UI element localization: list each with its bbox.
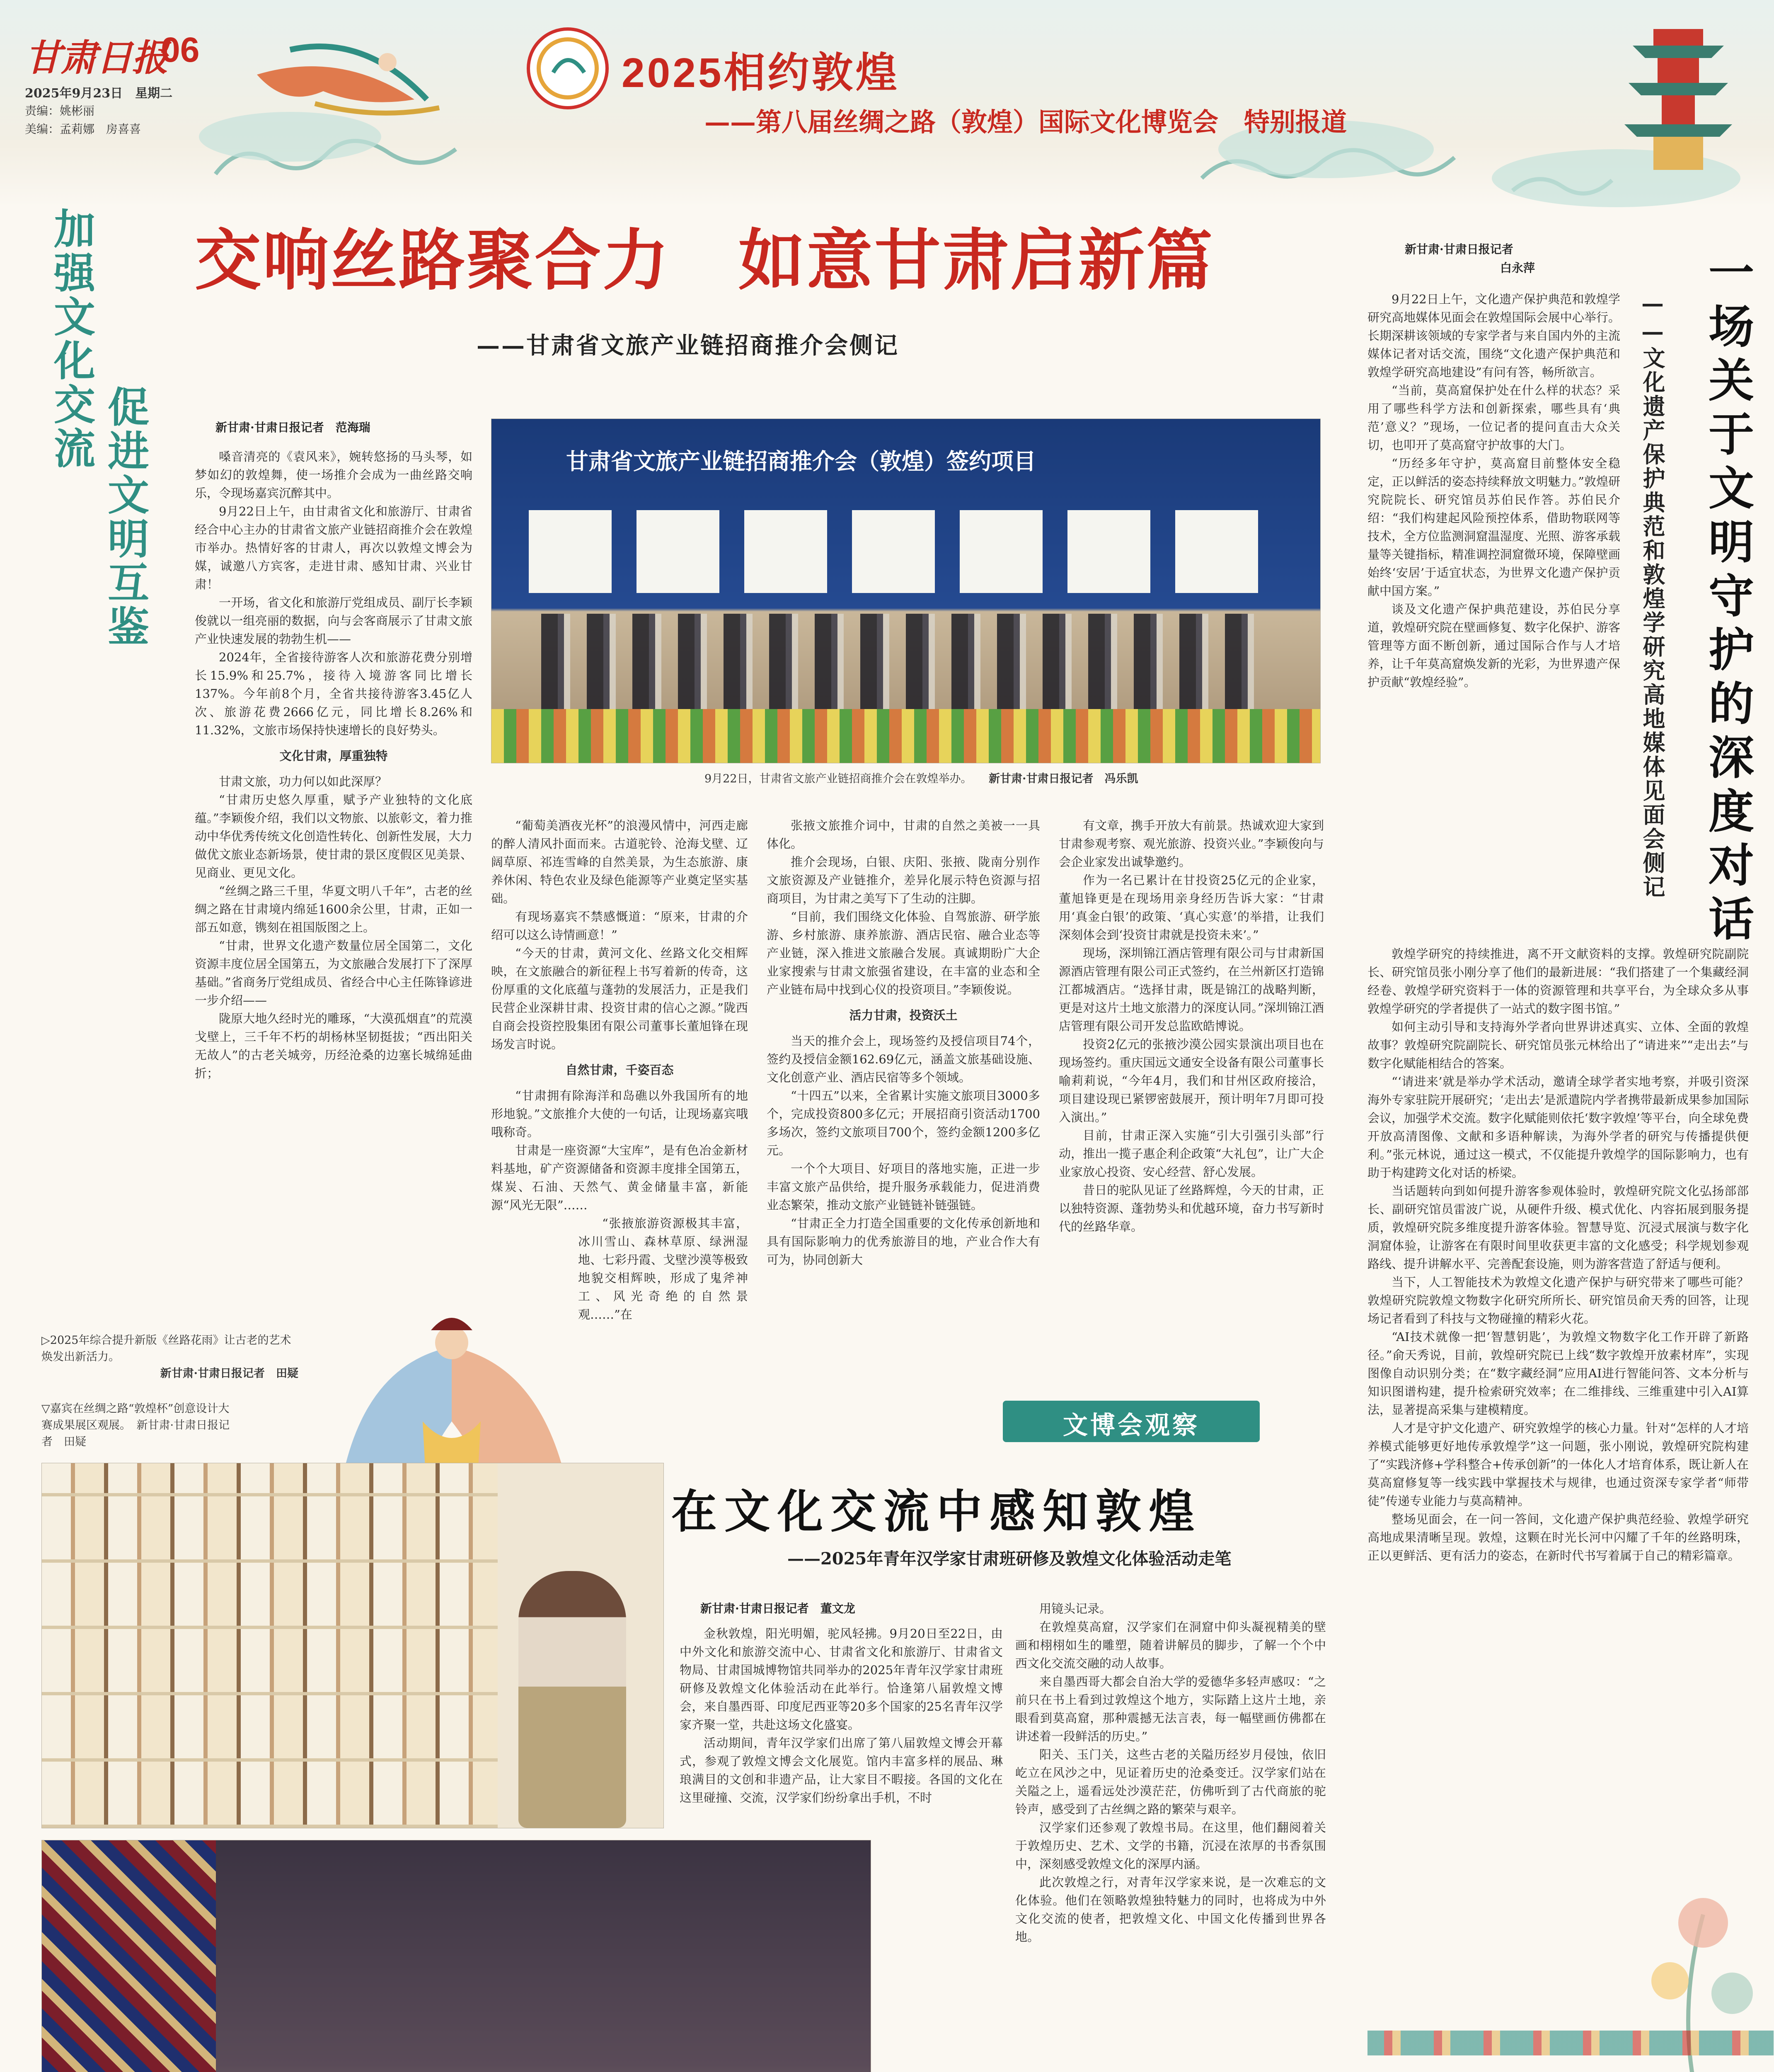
bookstore-caption: ▽嘉宾在丝绸之路“敦煌杯”创意设计大赛成果展区观展。 新甘肃·甘肃日报记者 田疑 — [41, 1402, 230, 1448]
slogan-right: 促进文明互鉴 — [101, 385, 150, 649]
paragraph: “历经多年守护，莫高窟目前整体安全稳定，正以鲜活的姿态持续释放文明魅力。”敦煌研究院院长、研究馆员苏伯民作答。苏伯民介绍：“我们构建起风险预控体系，借助物联网等技术，全方位监测洞窟温湿度、光照、游客承载量等关键指标，精准调控洞窟微环境，保障壁画始终‘安居’于适宜状态，为世界文化遗产保护贡献中国方案。” — [1367, 456, 1620, 598]
paragraph: “丝绸之路三千里，华夏文明八千年”，古老的丝绸之路在甘肃境内绵延1600余公里，甘肃，正如一部五如意，镌刻在祖国版图之上。 — [195, 884, 472, 934]
article1-byline: 新甘肃·甘肃日报记者 范海瑞 — [215, 421, 370, 434]
caption-text: 9月22日，甘肃省文旅产业链招商推介会在敦煌举办。 — [704, 772, 967, 785]
article1-column-4 — [1059, 816, 1324, 1368]
caption-text: ▷2025年综合提升新版《丝路花雨》让古老的艺术焕发出新活力。 — [41, 1334, 291, 1363]
carpet-market-photo — [41, 1840, 871, 2072]
paragraph: 目前，甘肃正深入实施“引大引强引头部”行动，推出一揽子惠企利企政策“大礼包”，让广大企业家放心投资、安心经营、舒心发展。 — [1059, 1128, 1324, 1179]
visitor-figure — [518, 1571, 626, 1828]
article3-headline: 一场关于文明守护的深度对话 — [1701, 249, 1754, 949]
caption-credit: 新甘肃·甘肃日报记者 田疑 — [160, 1367, 298, 1380]
paragraph: 此次敦煌之行，对青年汉学家来说，是一次难忘的文化体验。他们在领略敦煌独特魅力的同时，也将成为中外文化交流的使者，把敦煌文化、中国文化传播到世界各地。 — [1015, 1875, 1326, 1944]
paragraph: 作为一名已累计在甘投资25亿元的企业家，董旭锋更是在现场用亲身经历告诉大家：“甘肃用‘真金白银’的政策、‘真心实意’的举措，让我们深刻体会到‘投资甘肃就是投资未来’。” — [1059, 873, 1324, 942]
paragraph: 现场，深圳锦江酒店管理有限公司与甘肃新国源酒店管理有限公司正式签约，在兰州新区打造锦江都城酒店。“选择甘肃，既是锦江的战略判断，更是对这片土地文旅潜力的深度认同。”深圳锦江酒店管理有限公司开发总监欧皓博说。 — [1059, 946, 1324, 1033]
paper-logo: 甘肃日报 — [25, 36, 168, 79]
bookstore-photo — [41, 1463, 664, 1828]
article1-headline: 交响丝路聚合力 如意甘肃启新篇 — [195, 222, 1215, 299]
paragraph: 有现场嘉宾不禁感慨道：“原来，甘肃的介绍可以这么诗情画意！” — [491, 910, 748, 942]
paragraph: 整场见面会，在一问一答间，文化遗产保护典范经验、敦煌学研究高地成果清晰呈现。敦煌，这颗在时光长河中闪耀了千年的丝路明珠，正以更鲜活、更有活力的姿态，在新时代书写着属于自己的精彩篇章。 — [1367, 1512, 1749, 1563]
bookshelf — [42, 1463, 498, 1828]
paragraph: 甘肃文旅，功力何以如此深厚？ — [219, 775, 387, 789]
section-subhead: 活力甘肃，投资沃土 — [849, 1008, 958, 1022]
screen-title: 甘肃省文旅产业链招商推介会（敦煌）签约项目 — [566, 448, 1036, 474]
header-banner — [0, 0, 1774, 207]
paragraph: 当天的推介会上，现场签约及授信项目74个，签约及授信金额162.69亿元，涵盖文旅基础设施、文化创意产业、酒店民宿等多个领域。 — [767, 1034, 1040, 1084]
paragraph: “十四五”以来，全省累计实施文旅项目3000多个，完成投资800多亿元；开展招商引资活动1700多场次，签约文旅项目700个，签约金额1200多亿元。 — [767, 1089, 1040, 1157]
paragraph: 一个个大项目、好项目的落地实施，正进一步丰富文旅产品供给，提升服务承载能力，促进消费业态繁荣，推动文旅产业链链补链强链。 — [767, 1162, 1040, 1212]
paragraph: “甘肃正全力打造全国重要的文化传承创新地和具有国际影响力的优秀旅游目的地，产业合作大有可为，协同创新大 — [767, 1216, 1040, 1267]
page-number: 06 — [161, 30, 200, 69]
article2-headline: 在文化交流中感知敦煌 — [671, 1485, 1202, 1538]
editor-credit: 责编：姚彬丽 — [25, 104, 95, 118]
article3-subheadline: ——文化遗产保护典范和敦煌学研究高地媒体见面会侧记 — [1639, 290, 1666, 899]
paragraph: 谈及文化遗产保护典范建设，苏伯民分享道，敦煌研究院在壁画修复、数字化保护、游客管理等方面不断创新，通过国际合作与人才培养，让千年莫高窟焕发新的光彩，为世界遗产保护贡献“敦煌经验”。 — [1367, 602, 1620, 689]
column-badge — [1003, 1401, 1260, 1442]
paragraph: 甘肃是一座资源“大宝库”，是有色冶金新材料基地，矿产资源储备和资源丰度排全国第五，煤炭、石油、天然气、黄金储量丰富，新能源“风光无限”…… — [491, 1143, 748, 1212]
article2-byline: 新甘肃·甘肃日报记者 董文龙 — [700, 1602, 855, 1615]
signing-ceremony-photo — [491, 419, 1321, 763]
paragraph: 敦煌学研究的持续推进，离不开文献资料的支撑。敦煌研究院副院长、研究馆员张小刚分享了他们的最新进展：“我们搭建了一个集藏经洞经卷、敦煌学研究资料于一体的资源管理和共享平台，为全球众多从事敦煌学研究的学者提供了一站式的数字图书馆。” — [1367, 947, 1749, 1016]
section-subhead: 自然甘肃，千姿百态 — [565, 1063, 674, 1077]
weekday-text: 星期二 — [135, 86, 173, 101]
paragraph: 当下，人工智能技术为敦煌文化遗产保护与研究带来了哪些可能？敦煌研究院敦煌文物数字化研究所所长、研究馆员俞天秀的回答，让现场记者看到了科技与文物碰撞的精彩火花。 — [1367, 1275, 1749, 1326]
paragraph: 金秋敦煌，阳光明媚，驼风轻拂。9月20日至22日，由中外文化和旅游交流中心、甘肃省文化和旅游厅、甘肃省文物局、甘肃国城博物馆共同举办的2025年青年汉学家甘肃班研修及敦煌文化体验活动在此举行。恰逢第八届敦煌文博会，来自墨西哥、印度尼西亚等20多个国家的25名青年汉学家齐聚一堂，共赴这场文化盛宴。 — [680, 1627, 1003, 1732]
article3-byline: 新甘肃·甘肃日报记者 — [1405, 242, 1513, 256]
caption-credit: 新甘肃·甘肃日报记者 冯乐凯 — [989, 772, 1138, 785]
signing-photo-caption — [704, 771, 1318, 787]
paragraph: 阳关、玉门关，这些古老的关隘历经岁月侵蚀，依旧屹立在风沙之中，见证着历史的沧桑变迁。汉学家们站在关隘之上，遥看远处沙漠茫茫，仿佛听到了古代商旅的驼铃声，感受到了古丝绸之路的繁荣与艰辛。 — [1015, 1748, 1326, 1816]
bottom-ornament-strip — [1367, 2031, 1774, 2055]
article1-column-3 — [767, 816, 1040, 1368]
paragraph: “张掖旅游资源极其丰富，冰川雪山、森林草原、绿洲湿地、七彩丹霞、戈壁沙漠等极致地貌交相辉映，形成了鬼斧神工、风光奇绝的自然景观……”在 — [578, 1216, 748, 1322]
issue-date — [25, 83, 172, 101]
paragraph: 有文章，携手开放大有前景。热诚欢迎大家到甘肃参观考察、观光旅游、投资兴业。”李颖俊向与会企业家发出诚挚邀约。 — [1059, 818, 1324, 869]
article2-subheadline: ——2025年青年汉学家甘肃班研修及敦煌文化体验活动走笔 — [787, 1549, 1232, 1569]
paragraph: 张掖文旅推介词中，甘肃的自然之美被一一具体化。 — [767, 818, 1040, 851]
article3-byline-name: 白永萍 — [1500, 261, 1535, 275]
hanging-carpets — [42, 1840, 216, 2072]
pagoda-icon — [1624, 29, 1732, 170]
paragraph: “葡萄美酒夜光杯”的浪漫风情中，河西走廊的醉人清风扑面而来。古道驼铃、沧海戈壁、辽阔草原、祁连雪峰的自然美景，为生态旅游、康养休闲、特色农业及绿色能源等产业奠定坚实基础。 — [491, 818, 748, 905]
paragraph: 2024年，全省接待游客人次和旅游花费分别增长15.9%和25.7%，接待入境游客同比增长137%。今年前8个月，全省共接待游客3.45亿人次、旅游花费2666亿元，同比增长8.26%和11.32%，文旅市场保持快速增长的良好势头。 — [195, 650, 472, 737]
slogan-left: 加强文化交流 — [47, 207, 96, 471]
paragraph: “目前，我们围绕文化体验、自驾旅游、研学旅游、乡村旅游、康养旅游、酒店民宿、融合业态等产业链，深入推进文旅融合发展。真诚期盼广大企业家搜索与甘肃文旅强省建设，在丰富的业态和全产业链布局中找到心仪的投资项目。”李颖俊说。 — [767, 910, 1040, 997]
flower-row — [491, 709, 1320, 763]
paragraph: 推介会现场，白银、庆阳、张掖、陇南分别作文旅资源及产业链推介，差异化展示特色资源与招商项目，为甘肃之美写下了生动的注脚。 — [767, 855, 1040, 905]
paragraph: 昔日的驼队见证了丝路辉煌，今天的甘肃，正以独特资源、蓬勃势头和优越环境，奋力书写新时代的丝路华章。 — [1059, 1183, 1324, 1234]
paragraph: “甘肃历史悠久厚重，赋予产业独特的文化底蕴。”李颖俊介绍，我们以文物旅、以旅彰文，着力推动中华优秀传统文化创造性转化、创新性发展，大力做优文旅业态新场景，使甘肃的景区度假区见美景、见商业、更见文化。 — [195, 793, 472, 880]
paragraph: “当前，莫高窟保护处在什么样的状态？采用了哪些科学方法和创新探索，哪些具有‘典范’意义？”现场，一位记者的提问直击大众关切，也叩开了莫高窟守护故事的大门。 — [1367, 383, 1620, 452]
paragraph: 当话题转向到如何提升游客参观体验时，敦煌研究院文化弘扬部部长、副研究馆员雷波广说，从硬件升级、模式优化、内容拓展到服务提质，敦煌研究院多维度提升游客体验。智慧导览、沉浸式展演与数字化洞窟体验，让游客在有限时间里收获更丰富的文化感受；科学规划参观路线、提升讲解水平、完善配套设施，则为游客营造了舒适与便利。 — [1367, 1184, 1749, 1271]
section-subhead: 文化甘肃，厚重独特 — [279, 749, 388, 763]
paragraph: 9月22日上午，文化遗产保护典范和敦煌学研究高地媒体见面会在敦煌国际会展中心举行。长期深耕该领域的专家学者与来自国内外的主流媒体记者对话交流，围绕“文化遗产保护典范和敦煌学研究高地建设”有问有答，畅所欲言。 — [1367, 292, 1620, 379]
paragraph: 如何主动引导和支持海外学者向世界讲述真实、立体、全面的敦煌故事？敦煌研究院副院长、研究馆员张元林给出了“请进来”“走出去”与数字化赋能相结合的答案。 — [1367, 1020, 1749, 1070]
paragraph: 人才是守护文化遗产、研究敦煌学的核心力量。针对“怎样的人才培养模式能够更好地传承敦煌学”这一问题，张小刚说，敦煌研究院构建了“实践济修+学科整合+传承创新”的一体化人才培育体系，既让新人在莫高窟修复等一线实践中掌握技术与规律，也通过资深专家学者“师带徒”传递专业能力与莫高精神。 — [1367, 1421, 1749, 1508]
paragraph: 9月22日上午，由甘肃省文化和旅游厅、甘肃省经合中心主办的甘肃省文旅产业链招商推介会在敦煌市举办。热情好客的甘肃人，再次以敦煌文博会为媒，诚邀八方宾客，走进甘肃、感知甘肃、兴业甘肃！ — [195, 504, 472, 591]
stage-people — [541, 614, 1271, 709]
paragraph: 嗓音清亮的《袁风来》，婉转悠扬的马头琴，如梦如幻的敦煌舞，使一场推介会成为一曲丝路交响乐，令现场嘉宾沉醉其中。 — [195, 450, 472, 500]
article1-column-1 — [195, 448, 472, 1297]
paragraph: 来自墨西哥大都会自治大学的爱德华多轻声感叹：“之前只在书上看到过敦煌这个地方，实际踏上这片土地，亲眼看到莫高窟，那种震撼无法言表，每一幅壁画仿佛都在讲述着一段鲜活的历史。” — [1015, 1675, 1326, 1743]
paragraph: 汉学家们还参观了敦煌书局。在这里，他们翻阅着关于敦煌历史、艺术、文学的书籍，沉浸在浓厚的书香氛围中，深刻感受敦煌文化的深厚内涵。 — [1015, 1820, 1326, 1871]
banner-title: 2025相约敦煌 — [622, 50, 900, 96]
paragraph: 一开场，省文化和旅游厅党组成员、副厅长李颖俊就以一组亮丽的数据，向与会客商展示了甘肃文旅产业快速发展的勃勃生机—— — [195, 595, 472, 646]
banner-subtitle: ——第八届丝绸之路（敦煌）国际文化博览会 特别报道 — [704, 107, 1347, 137]
apsara-figure-icon — [257, 46, 439, 113]
paragraph: “甘肃拥有除海洋和岛礁以外我国所有的地形地貌。”文旅推介大使的一句话，让现场嘉宾哦哦称奇。 — [491, 1089, 748, 1139]
signing-boards — [529, 498, 1283, 605]
paragraph: “AI技术就像一把‘智慧钥匙’，为敦煌文物数字化工作开辟了新路径。”俞天秀说，目前，敦煌研究院已上线“数字敦煌开放素材库”，实现图像自动识别分类；在“数字藏经洞”应用AI进行智能问答、文本分析与知识图谱构建，提升检索研究效率；在二维排线、三维重建中引入AI算法，显著提高采集与建模精度。 — [1367, 1330, 1749, 1417]
date-text: 2025年9月23日 — [25, 86, 123, 101]
paragraph: 在敦煌莫高窟，汉学家们在洞窟中仰头凝视精美的壁画和栩栩如生的雕塑，随着讲解员的脚步，了解一个个中西文化交流交融的动人故事。 — [1015, 1620, 1326, 1670]
paragraph: 陇原大地久经时光的雕琢，“大漠孤烟直”的荒漠戈壁上，三千年不朽的胡杨林坚韧挺拔；“西出阳关无故人”的古老关城旁，历经沧桑的边塞长城绵延曲折； — [195, 1012, 472, 1080]
badge-text: 文博会观察 — [1063, 1411, 1200, 1440]
paragraph: 活动期间，青年汉学家们出席了第八届敦煌文博会开幕式，参观了敦煌文博会文化展览。馆内丰富多样的展品、琳琅满目的文创和非遗产品，让大家目不暇接。各国的文化在这里碰撞、交流，汉学家们纷纷拿出手机，不时 — [680, 1736, 1003, 1805]
paragraph: “甘肃，世界文化遗产数量位居全国第二，文化资源丰度位居全国第五，为文旅融合发展打下了深厚基础。”省商务厅党组成员、省经合中心主任陈锋谚进一步介绍—— — [195, 939, 472, 1007]
paragraph: 用镜头记录。 — [1039, 1602, 1112, 1616]
article3-body-top — [1367, 290, 1620, 941]
paragraph: 投资2亿元的张掖沙漠公园实景演出项目也在现场签约。重庆国远文通安全设备有限公司董事长喻莉莉说，“今年4月，我们和甘州区政府接洽，项目建设现已紧锣密鼓展开，预计明年7月即可投入演出。” — [1059, 1037, 1324, 1124]
paragraph: “今天的甘肃，黄河文化、丝路文化交相辉映，在文旅融合的新征程上书写着新的传奇，这份厚重的文化底蕴与蓬勃的发展活力，正是我们民营企业深耕甘肃、投资甘肃的信心之源。”陇西自商会投资控股集团有限公司董事长董旭锋在现场发言时说。 — [491, 946, 748, 1051]
paragraph: “‘请进来’就是举办学术活动，邀请全球学者实地考察，并吸引资深海外专家驻院开展研究；‘走出去’是派遣院内学者携带最新成果参加国际会议，加强学术交流。数字化赋能则依托‘数字敦煌’等平台，向全球免费开放高清图像、文献和多语种解读，为海外学者的研究与传播提供便利。”张元林说，通过这一模式，不仅能提升敦煌学的国际影响力，也有助于构建跨文化对话的桥梁。 — [1367, 1075, 1749, 1180]
designer-credit: 美编：孟莉娜 房喜喜 — [25, 122, 141, 136]
article1-column-2 — [491, 816, 748, 1368]
dancer-caption — [41, 1332, 298, 1382]
article1-subheadline: ——甘肃省文旅产业链招商推介会侧记 — [477, 332, 899, 359]
article2-column-2 — [1015, 1600, 1326, 2072]
